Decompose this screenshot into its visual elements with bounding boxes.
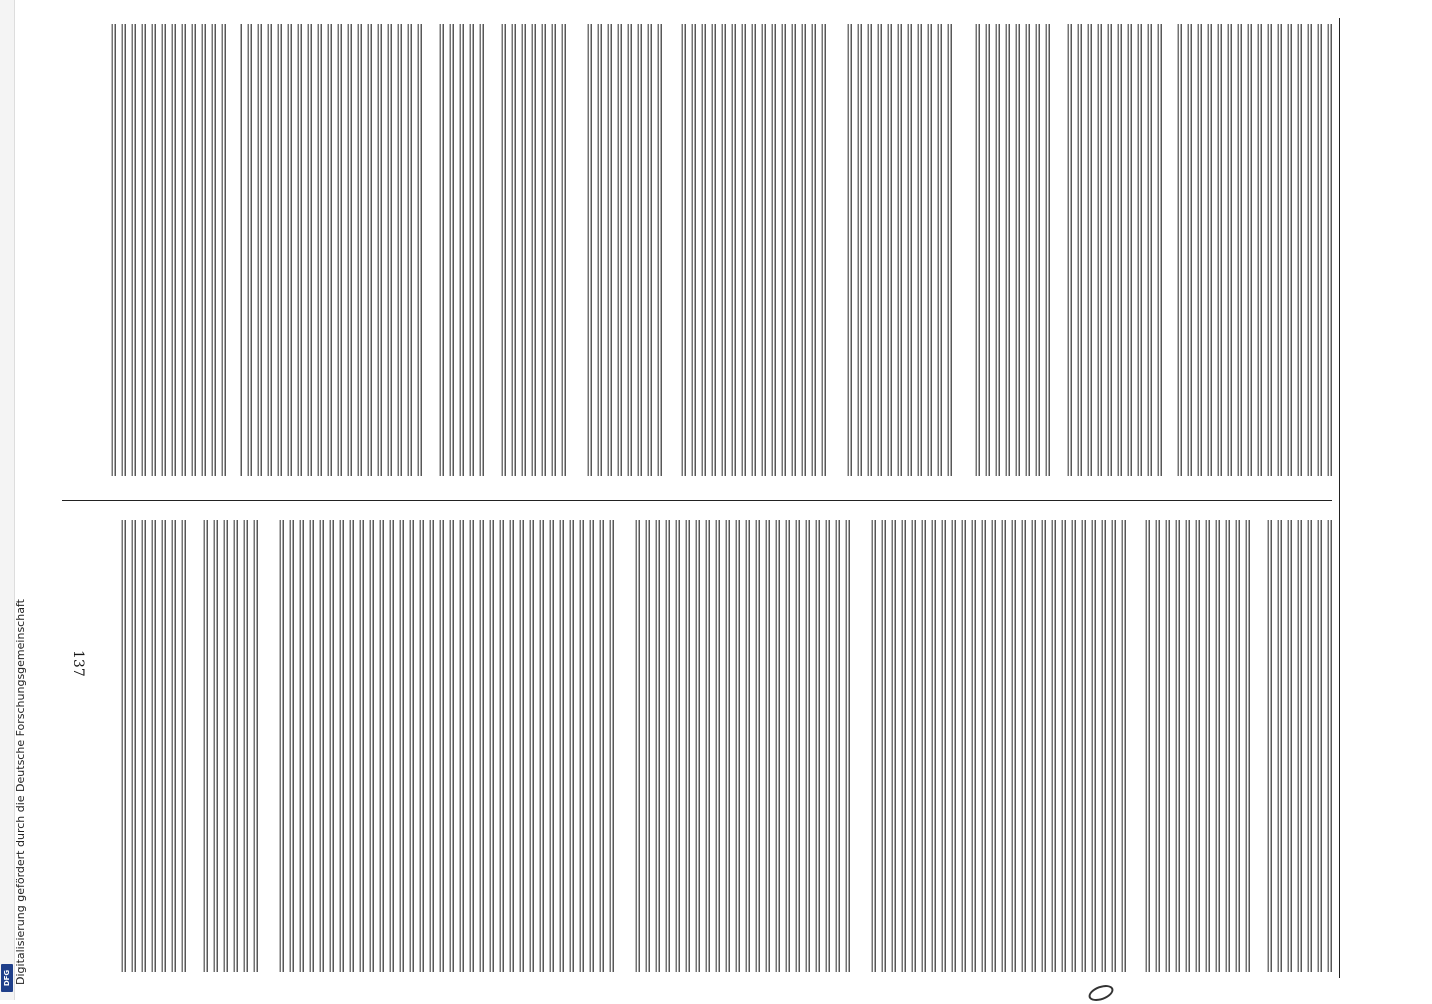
- reichstag-page: [36, 0, 1416, 1000]
- text-block: [202, 520, 258, 972]
- text-block: [970, 24, 1050, 476]
- text-block: [866, 520, 1126, 972]
- text-block: [106, 24, 226, 476]
- text-block: [842, 24, 952, 476]
- digitization-credit: Digitalisierung gefördert durch die Deutsche Forschungsgemeinschaft: [14, 599, 27, 985]
- column-divider: [62, 500, 1332, 501]
- text-block: [582, 24, 662, 476]
- text-block: [274, 520, 614, 972]
- text-block: [676, 24, 826, 476]
- text-block: [240, 24, 422, 476]
- text-block: [630, 520, 850, 972]
- text-block: [1174, 24, 1332, 476]
- running-header: [1339, 18, 1362, 978]
- text-block: [500, 24, 566, 476]
- column-right: [62, 520, 1332, 972]
- text-block: [1140, 520, 1250, 972]
- text-block: [116, 520, 186, 972]
- text-block: [1064, 24, 1162, 476]
- dfg-logo: [1, 964, 13, 992]
- dfg-logo-text: DFG: [3, 969, 11, 987]
- digitization-strip: [0, 0, 15, 1000]
- text-block: [1262, 520, 1332, 972]
- page-number: 137: [70, 650, 86, 677]
- column-left: [62, 24, 1332, 476]
- text-block: [438, 24, 484, 476]
